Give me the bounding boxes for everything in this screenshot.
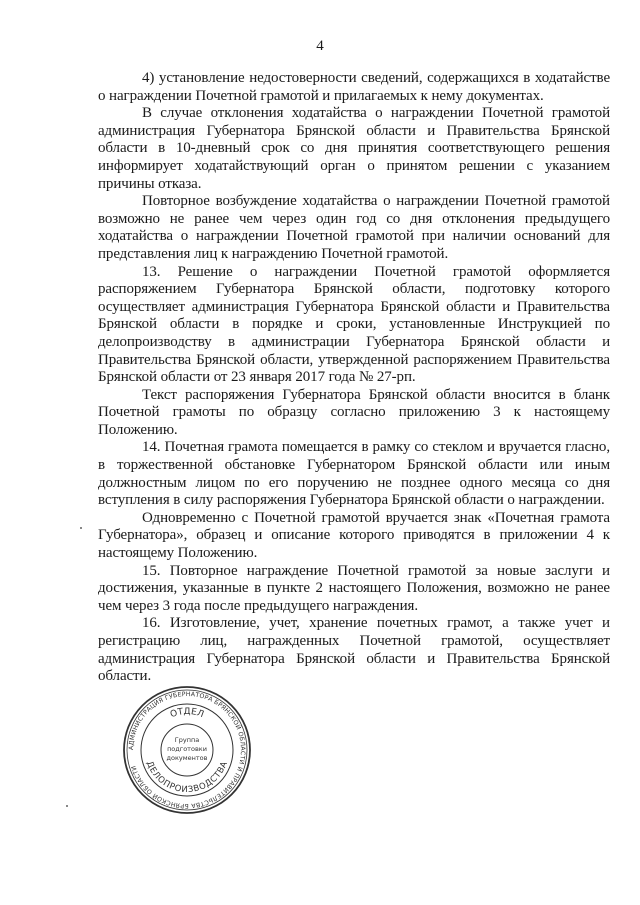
paragraph-rejection: В случае отклонения ходатайства о награждении Почетной грамотой администрация Губернатора Брянской области и Правительства Брянской области в 10-дневный срок со дня принятия соответствующего решения информирует ходатайствующий орган о принятом решении с указанием причины отказа. — [98, 105, 610, 192]
svg-text:ДЕЛОПРОИЗВОДСТВА — [144, 760, 230, 795]
office-seal-stamp — [122, 685, 252, 815]
paragraph-16: 16. Изготовление, учет, хранение почетных грамот, а также учет и регистрацию лиц, награжденных Почетной грамотой, осуществляет администрация Губернатора Брянской области и Правительства Брянской области. — [98, 615, 610, 685]
stamp-center-line2: подготовки — [167, 745, 207, 753]
paragraph-13: 13. Решение о награждении Почетной грамотой оформляется распоряжением Губернатора Брянской области, подготовку которого осуществляет администрация Губернатора Брянской области и Правительства Брянской области в порядке и сроки, установленные Инструкцией по делопроизводству в администрации Губернатора Брянской области и Правительства Брянской области, утвержденной распоряжением Правительства Брянской области от 23 января 2017 года № 27-рп. — [98, 263, 610, 386]
scan-speck — [80, 527, 82, 529]
paragraph-repeat-petition: Повторное возбуждение ходатайства о награждении Почетной грамотой возможно не ранее чем через один год со дня отклонения предыдущего ходатайства о награждении Почетной грамотой при наличии оснований для представления лиц к награждению Почетной грамотой. — [98, 193, 610, 262]
paragraph-15: 15. Повторное награждение Почетной грамотой за новые заслуги и достижения, указанные в пункте 2 настоящего Положения, возможно не ранее чем через 3 года после предыдущего награждения. — [98, 562, 610, 614]
stamp-center-line1: Группа — [174, 736, 200, 744]
paragraph-order-text: Текст распоряжения Губернатора Брянской области вносится в бланк Почетной грамоты по образцу согласно приложению 3 к настоящему Положению. — [98, 386, 610, 438]
svg-text:ОТДЕЛ — [169, 707, 205, 720]
document-body — [98, 70, 610, 686]
paragraph-badge: Одновременно с Почетной грамотой вручается знак «Почетная грамота Губернатора», образец и описание которого приводятся в приложении 4 к настоящему Положению. — [98, 509, 610, 562]
stamp-dept-text: ОТДЕЛ — [169, 706, 205, 721]
stamp-center-line3: документов — [166, 754, 208, 762]
page-number: 4 — [316, 38, 324, 54]
paragraph-item4: 4) установление недостоверности сведений, содержащихся в ходатайстве о награждении Почетной грамотой и прилагаемых к нему документах. — [98, 70, 610, 104]
scan-speck — [66, 805, 68, 807]
stamp-division-text: ДЕЛОПРОИЗВОДСТВА — [143, 759, 231, 796]
paragraph-14: 14. Почетная грамота помещается в рамку со стеклом и вручается гласно, в торжественной обстановке Губернатором Брянской области или иным должностным лицом по его поручению не позднее одного месяца со дня вступления в силу распоряжения Губернатора Брянской области о награждении. — [98, 439, 610, 509]
stamp-outer-text: АДМИНИСТРАЦИЯ ГУБЕРНАТОРА БРЯНСКОЙ ОБЛАСТИ И ПРАВИТЕЛЬСТВА БРЯНСКОЙ ОБЛАСТИ — [127, 690, 247, 810]
